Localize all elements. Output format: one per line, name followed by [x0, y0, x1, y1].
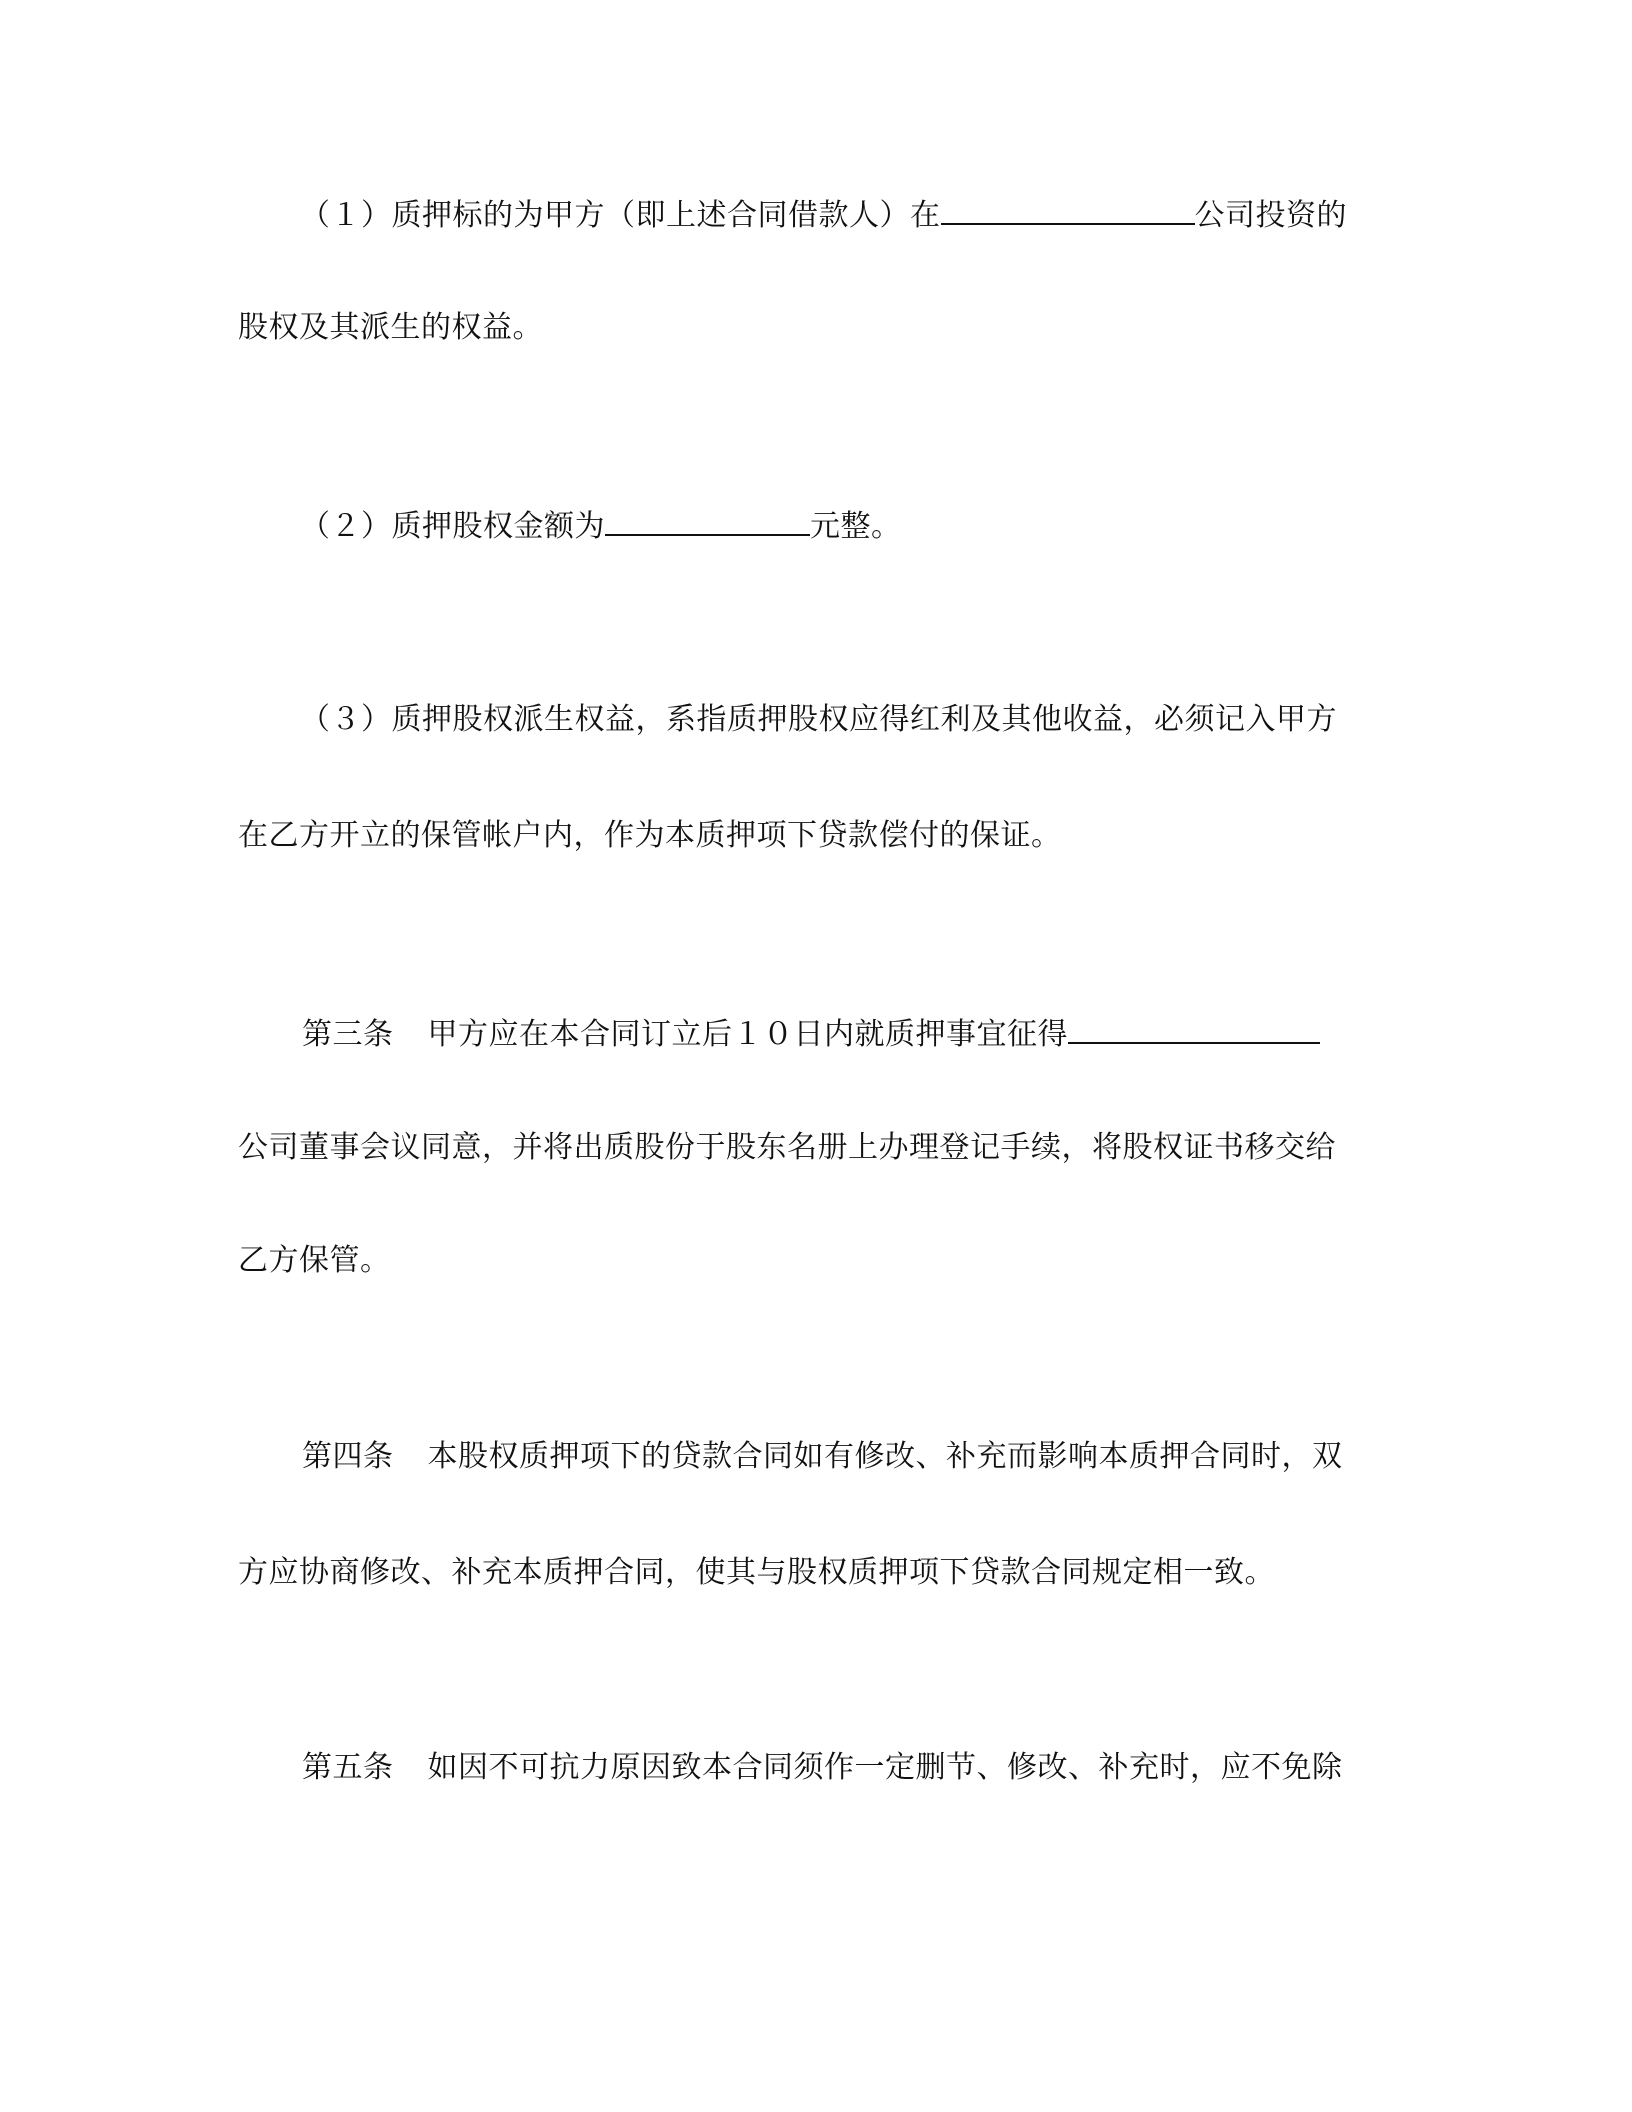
- article4-line2: 方应协商修改、补充本质押合同，使其与股权质押项下贷款合同规定相一致。: [238, 1555, 1275, 1590]
- article3-line1-text: 甲方应在本合同订立后１０日内就质押事宜征得: [427, 1017, 1068, 1052]
- article3-company-blank[interactable]: [1068, 1012, 1320, 1044]
- item1-company-blank[interactable]: [941, 193, 1195, 225]
- article3-line3: 乙方保管。: [238, 1243, 391, 1278]
- item2-amount-blank[interactable]: [605, 504, 810, 536]
- item1-line2: 股权及其派生的权益。: [238, 310, 543, 345]
- article5-line1: [302, 1748, 1343, 1788]
- item1-line1-prefix: （１）质押标的为甲方（即上述合同借款人）在: [300, 198, 941, 233]
- item3-line1: （３）质押股权派生权益，系指质押股权应得红利及其他收益，必须记入甲方: [300, 702, 1337, 737]
- item2-suffix: 元整。: [810, 509, 902, 544]
- item3-line2: 在乙方开立的保管帐户内，作为本质押项下贷款偿付的保证。: [238, 818, 1062, 853]
- item1-line1-suffix: 公司投资的: [1194, 198, 1347, 233]
- article4-label: 第四条: [302, 1439, 394, 1474]
- item2-prefix: （２）质押股权金额为: [300, 509, 605, 544]
- item1-line1: [300, 193, 1347, 236]
- item2-line: [300, 504, 902, 547]
- article3-label: 第三条: [302, 1017, 394, 1052]
- article3-line1: [302, 1012, 1320, 1055]
- article4-line1-text: 本股权质押项下的贷款合同如有修改、补充而影响本质押合同时，双: [427, 1439, 1343, 1474]
- article4-line1: [302, 1437, 1343, 1477]
- article5-line1-text: 如因不可抗力原因致本合同须作一定删节、修改、补充时，应不免除: [427, 1750, 1343, 1785]
- article5-label: 第五条: [302, 1750, 394, 1785]
- article3-line2: 公司董事会议同意，并将出质股份于股东名册上办理登记手续，将股权证书移交给: [238, 1130, 1336, 1165]
